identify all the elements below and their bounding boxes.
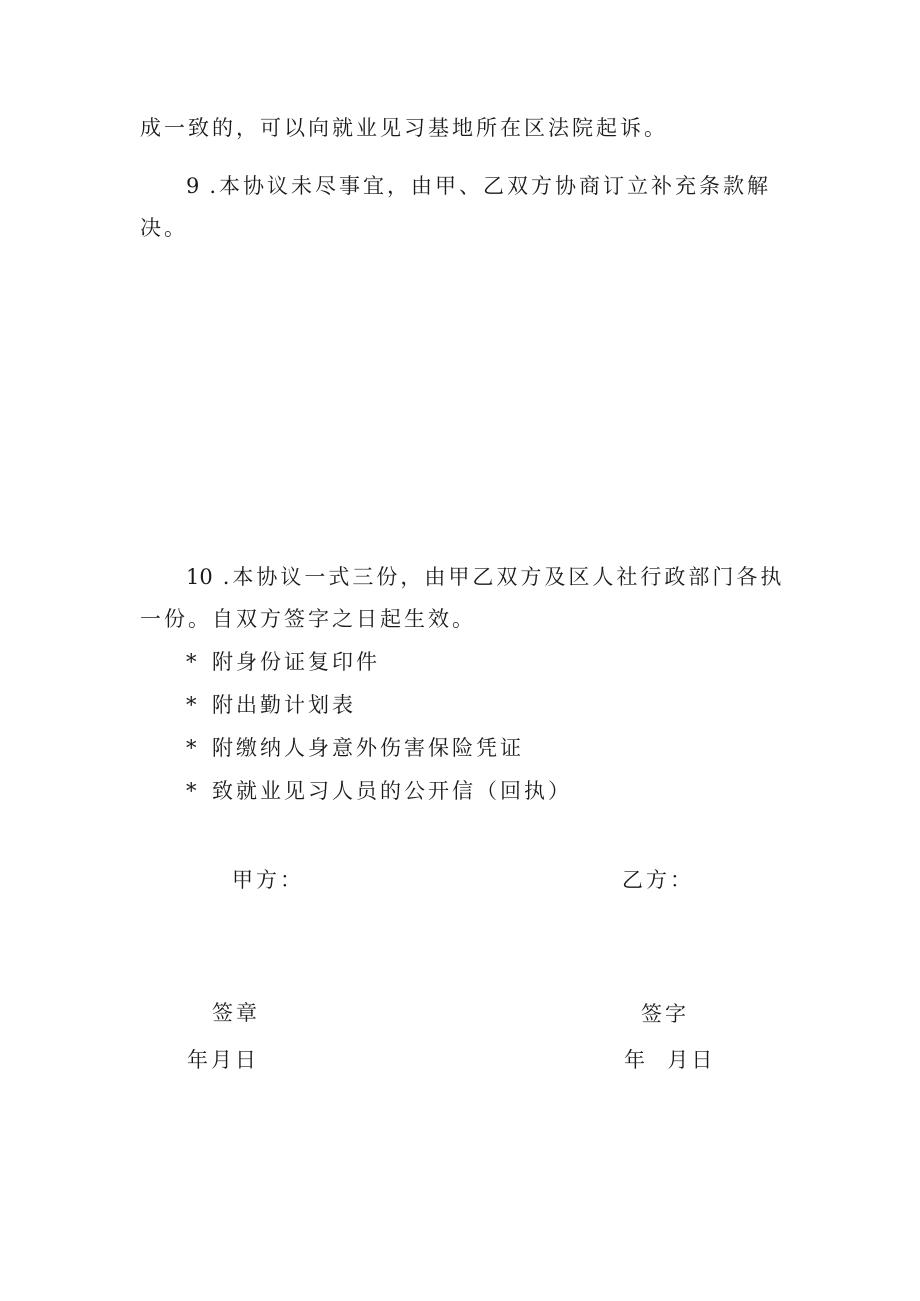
party-b-date: 年 月日 xyxy=(624,1048,716,1072)
party-b-label: 乙方： xyxy=(622,868,694,892)
bullet-icon: * xyxy=(186,693,197,717)
party-a-date: 年月日 xyxy=(187,1048,259,1072)
paragraph-8-tail: 成一致的，可以向就业见习基地所在区法院起诉。 xyxy=(140,116,668,140)
bullet-icon: * xyxy=(186,736,197,760)
clause-9-number: 9 xyxy=(186,174,200,198)
attachment-text: 附缴纳人身意外伤害保险凭证 xyxy=(212,736,524,760)
clause-10-line-1 xyxy=(186,563,784,591)
attachment-item xyxy=(186,691,356,719)
bullet-icon: * xyxy=(186,779,197,803)
clause-9-line-2: 决。 xyxy=(140,216,188,240)
party-a-seal: 签章 xyxy=(212,1001,260,1025)
attachment-text: 附出勤计划表 xyxy=(212,693,356,717)
clause-9-text: .本协议未尽事宜，由甲、乙双方协商订立补充条款解 xyxy=(209,174,772,198)
party-a-label: 甲方： xyxy=(232,868,304,892)
attachment-text: 致就业见习人员的公开信（回执） xyxy=(212,779,572,803)
attachment-item xyxy=(186,734,524,762)
attachment-item xyxy=(186,648,380,676)
party-b-signature: 签字 xyxy=(641,1002,689,1026)
clause-10-text: .本协议一式三份，由甲乙双方及区人社行政部门各执 xyxy=(222,565,785,589)
clause-10-number: 10 xyxy=(186,565,213,589)
attachment-text: 附身份证复印件 xyxy=(212,650,380,674)
clause-9-line-1 xyxy=(186,172,771,200)
attachment-item xyxy=(186,777,572,805)
clause-10-line-2: 一份。自双方签字之日起生效。 xyxy=(140,607,476,631)
bullet-icon: * xyxy=(186,650,197,674)
